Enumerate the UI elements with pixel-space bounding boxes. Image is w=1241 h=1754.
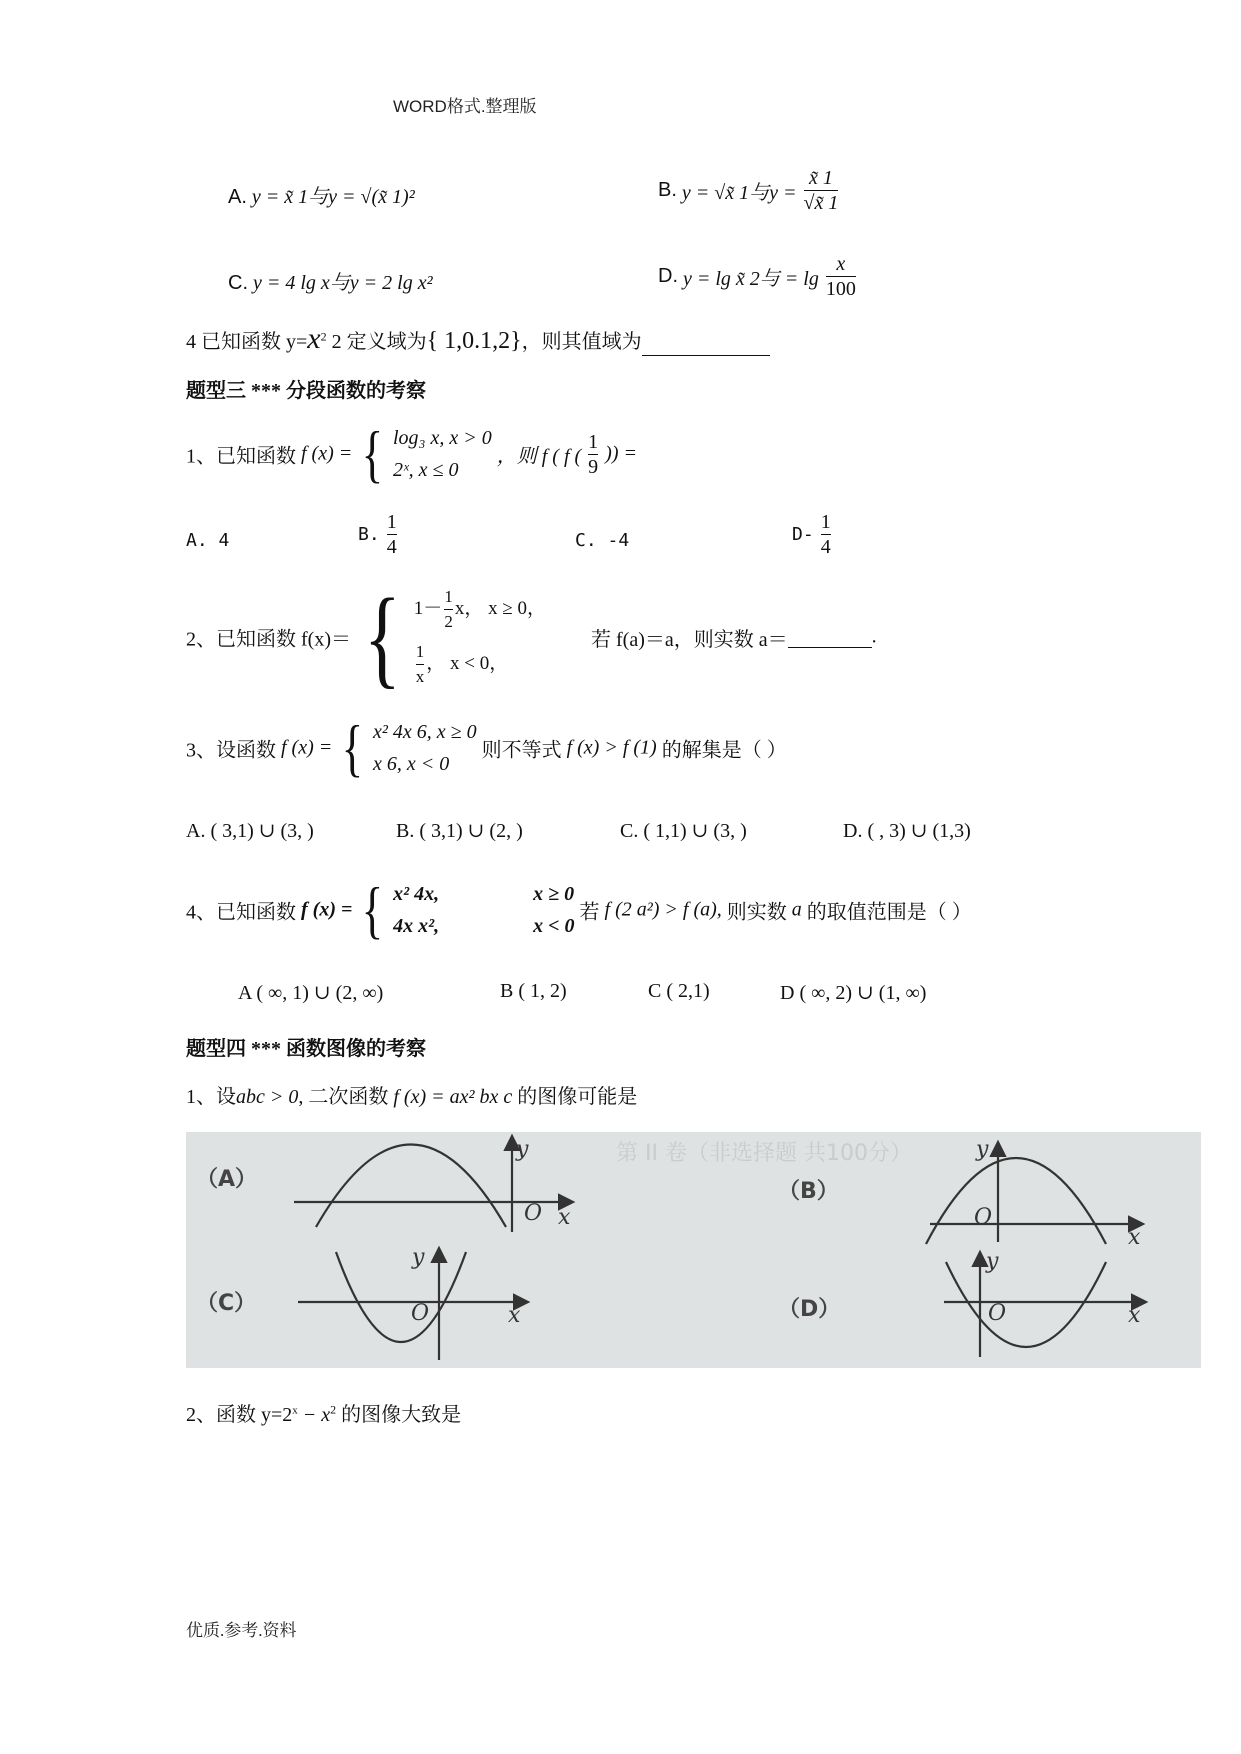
fraction <box>416 640 425 689</box>
option-a: A ( ∞, 1) ∪ (2, ∞) <box>238 982 384 1004</box>
graph-b-parabola <box>926 1158 1106 1244</box>
option-label: C. <box>228 272 248 294</box>
origin-label: O <box>411 1301 430 1326</box>
axis-label-y: y <box>986 1249 999 1274</box>
case-cond: x ≥ 0 <box>533 883 575 905</box>
exponent: 2 <box>320 329 327 344</box>
piecewise-cases <box>373 716 477 780</box>
option-a <box>228 180 415 209</box>
question-4 <box>186 322 770 356</box>
problem-text: 的图像大致是 <box>336 1404 462 1426</box>
option-label: A. <box>228 186 247 208</box>
problem-3 <box>186 712 787 783</box>
axis-label-x: x <box>1128 1303 1141 1328</box>
axis-label-x: x <box>558 1205 571 1230</box>
graphs-svg <box>186 1132 1201 1368</box>
math-expr: − x <box>297 1404 331 1426</box>
case-cond: x < 0 <box>533 915 575 937</box>
option-label: B. <box>658 179 677 201</box>
origin-label: O <box>974 1205 993 1230</box>
option-b <box>358 510 399 559</box>
graph-question-1 <box>186 1080 637 1109</box>
page-header: WORD格式.整理版 <box>393 97 537 116</box>
inequality: f (x) > f (1) <box>566 736 657 759</box>
graph-d-parabola <box>946 1262 1106 1347</box>
problem-text: 2、函数 y=2 <box>186 1404 293 1426</box>
function-def: f (x) = ax² bx c <box>393 1086 513 1108</box>
case-2 <box>414 640 546 689</box>
case-1 <box>393 878 574 910</box>
background-text: 第 II 卷（非选择题 共100分） <box>616 1141 912 1166</box>
problem-text: , 二次函数 <box>298 1086 389 1108</box>
option-math: y = x̃ 1与y = √(x̃ 1)² <box>251 186 415 208</box>
problem-text: 的图像可能是 <box>517 1086 638 1108</box>
condition: abc > 0 <box>236 1086 299 1108</box>
problem-text: 的解集是（ ） <box>661 739 787 762</box>
option-c <box>228 266 433 295</box>
graph-c-parabola <box>336 1252 466 1342</box>
denominator: 4 <box>386 536 397 558</box>
problem-text: ，则 f ( f ( <box>496 445 582 468</box>
axis-label-x: x <box>1128 1225 1141 1250</box>
period: . <box>871 625 877 648</box>
answer-blank <box>788 627 872 648</box>
problem-text: 2、已知函数 f(x)＝ <box>186 628 351 651</box>
graph-label-c: （C） <box>196 1291 257 1316</box>
denominator: 9 <box>588 455 599 478</box>
brace: { <box>341 712 364 783</box>
inequality: f (2 a²) > f (a), <box>604 898 722 921</box>
fraction <box>588 430 598 479</box>
option-math: y = 4 lg x与y = 2 lg x² <box>253 272 433 294</box>
numerator: 1 <box>444 587 453 606</box>
graph-a-parabola <box>316 1145 506 1228</box>
fraction <box>826 252 856 301</box>
brace: { <box>361 418 384 489</box>
denominator: √x̃ 1 <box>803 192 839 214</box>
problem-text: 的取值范围是（ ） <box>806 901 972 924</box>
function-def: f (x) = <box>301 898 353 921</box>
option-label: D- <box>792 524 814 545</box>
parabola-graphs-image <box>186 1132 1201 1368</box>
fraction <box>387 510 397 559</box>
option-d: D ( ∞, 2) ∪ (1, ∞) <box>780 982 927 1004</box>
brace: { <box>363 576 401 698</box>
problem-text: 1、已知函数 <box>186 445 296 468</box>
numerator: 1 <box>415 642 425 661</box>
case-text: ， x < 0， <box>426 652 509 674</box>
question-text: 2 定义域为 <box>326 331 427 353</box>
denominator: x <box>416 664 425 689</box>
option-b: B ( 1, 2) <box>500 980 567 1002</box>
problem-text: 若 f(a)＝a，则实数 a＝ <box>591 628 788 651</box>
section-title: 题型四 *** 函数图像的考察 <box>186 1038 426 1060</box>
fraction <box>804 166 839 215</box>
option-b: B. ( 3,1) ∪ (2, ) <box>396 820 523 842</box>
option-d <box>658 252 858 301</box>
problem-text: 则不等式 <box>481 739 562 762</box>
fraction <box>444 585 453 634</box>
page-footer: 优质.参考.资料 <box>186 1621 297 1640</box>
option-math: y = √x̃ 1与y = <box>681 182 797 204</box>
case-1: x² 4x 6, x ≥ 0 <box>372 721 477 743</box>
option-c: C. -4 <box>575 530 630 551</box>
graph-label-d: （D） <box>778 1297 841 1322</box>
answer-blank <box>642 335 770 356</box>
option-math: y = lg x̃ 2与 = lg <box>683 268 819 290</box>
origin-label: O <box>988 1301 1007 1326</box>
case-expr: x² 4x, <box>393 883 440 905</box>
problem-2 <box>186 576 877 698</box>
exponent: 2 <box>330 1402 337 1417</box>
graph-question-2 <box>186 1398 461 1427</box>
case-2: x 6, x < 0 <box>372 753 450 775</box>
axis-label-x: x <box>508 1303 521 1328</box>
numerator: 1 <box>386 511 397 533</box>
problem-text: )) = <box>605 442 637 465</box>
function-def: f (x) = <box>281 736 333 759</box>
case-expr: 4x x², <box>393 915 440 937</box>
case-2: 2ˣ, x ≤ 0 <box>392 459 459 481</box>
case-2 <box>393 910 574 942</box>
function-def: f (x) = <box>301 442 353 465</box>
fraction <box>821 510 831 559</box>
denominator: 100 <box>825 278 856 300</box>
brace: { <box>361 874 384 945</box>
question-text: ，则其值域为 <box>521 331 642 353</box>
math-var: a <box>791 898 802 921</box>
exponent: x <box>292 1404 298 1417</box>
option-b <box>658 166 840 215</box>
numerator: x̃ 1 <box>809 167 833 189</box>
option-label: D. <box>658 265 678 287</box>
numerator: 1 <box>820 511 831 533</box>
problem-1 <box>186 418 637 489</box>
piecewise-cases <box>414 585 546 689</box>
problem-text: 则实数 <box>726 901 787 924</box>
problem-4 <box>186 874 972 945</box>
axis-label-y: y <box>516 1137 529 1162</box>
problem-text: 若 <box>579 901 600 924</box>
axis-label-y: y <box>976 1137 989 1162</box>
case-text: 1－ <box>413 597 443 619</box>
problem-text: 4、已知函数 <box>186 901 296 924</box>
origin-label: O <box>524 1201 543 1226</box>
option-a: A. 4 <box>186 530 230 551</box>
axis-label-y: y <box>412 1245 425 1270</box>
option-d <box>792 510 833 559</box>
denominator: 2 <box>444 609 453 634</box>
option-a: A. ( 3,1) ∪ (3, ) <box>186 820 314 842</box>
piecewise-cases <box>393 878 574 942</box>
numerator: x <box>836 253 846 275</box>
numerator: 1 <box>588 430 599 453</box>
case-1: log₃ x, x > 0 <box>392 427 492 449</box>
piecewise-cases <box>393 422 492 486</box>
option-label: B. <box>358 524 380 545</box>
case-1 <box>414 585 546 634</box>
question-text: 4 已知函数 y= <box>186 331 308 353</box>
section-title: 题型三 *** 分段函数的考察 <box>186 380 426 402</box>
option-c: C ( 2,1) <box>648 980 710 1002</box>
option-d: D. ( , 3) ∪ (1,3) <box>843 820 971 842</box>
problem-text: 3、设函数 <box>186 739 276 762</box>
domain-set: { 1,0.1,2} <box>426 328 522 354</box>
denominator: 4 <box>820 536 831 558</box>
math-var: x <box>307 322 321 355</box>
option-c: C. ( 1,1) ∪ (3, ) <box>620 820 747 842</box>
graph-label-b: （B） <box>778 1179 839 1204</box>
problem-text: 1、设 <box>186 1086 236 1108</box>
graph-label-a: （A） <box>196 1167 258 1192</box>
case-text: x， x ≥ 0， <box>454 597 546 619</box>
